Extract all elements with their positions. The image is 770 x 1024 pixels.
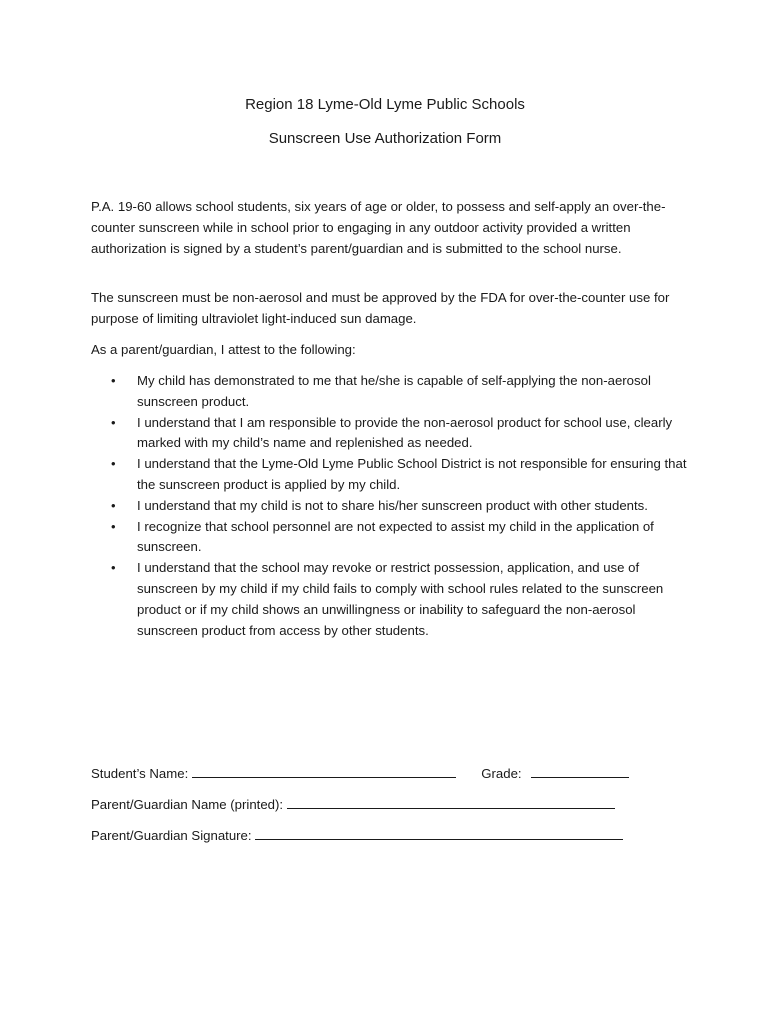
intro-paragraph: P.A. 19-60 allows school students, six years of age or older, to possess and self-apply an over-the-counter sunscreen while in school prior to engaging in any outdoor activity provided a written authorization is signed by a student’s parent/guardian and is submitted to the school nurse.: [91, 199, 666, 256]
list-item: [91, 496, 687, 517]
bullet-icon: •: [111, 518, 116, 534]
org-title: Region 18 Lyme-Old Lyme Public Schools: [245, 96, 525, 113]
grade-label: Grade:: [481, 766, 522, 781]
bullet-icon: •: [111, 497, 116, 513]
guardian-name-field[interactable]: [287, 795, 615, 809]
bullet-icon: •: [111, 373, 116, 388]
list-item: [91, 454, 687, 496]
guardian-signature-row: [91, 826, 623, 845]
attestation-text: I understand that the Lyme-Old Lyme Public School District is not responsible for ensuring that the sunscreen product is applied by my child.: [137, 456, 687, 492]
attestation-text: I understand that the school may revoke or restrict possession, application, and use of sunscreen by my child if my child fails to comply with school rules related to the sunscreen product or if my child shows an unwillingness or inability to safeguard the non-aerosol sunscreen product from access by other students.: [137, 560, 664, 638]
requirement-paragraph: The sunscreen must be non-aerosol and must be approved by the FDA for over-the-counter use for purpose of limiting ultraviolet light-induced sun damage.: [91, 290, 670, 326]
grade-field[interactable]: [531, 764, 629, 778]
list-item: [91, 517, 687, 559]
list-item: [91, 413, 687, 455]
bullet-icon: •: [111, 414, 116, 430]
attestation-list: [91, 371, 687, 641]
bullet-icon: •: [111, 456, 116, 472]
guardian-signature-field[interactable]: [255, 826, 623, 840]
attestation-text: I recognize that school personnel are not expected to assist my child in the application of sunscreen.: [137, 518, 654, 555]
student-name-field[interactable]: [192, 764, 456, 778]
guardian-name-label: Parent/Guardian Name (printed):: [91, 797, 284, 812]
bullet-icon: •: [111, 560, 116, 576]
guardian-name-row: [91, 795, 615, 814]
student-name-label: Student’s Name:: [91, 766, 189, 781]
form-title: Sunscreen Use Authorization Form: [268, 130, 502, 147]
list-item: [91, 371, 687, 413]
guardian-signature-label: Parent/Guardian Signature:: [91, 828, 252, 843]
attestation-text: My child has demonstrated to me that he/she is capable of self-applying the non-aerosol sunscreen product.: [137, 373, 651, 409]
attest-lead: As a parent/guardian, I attest to the following:: [91, 342, 356, 357]
student-name-row: [91, 764, 629, 783]
attestation-text: I understand that my child is not to share his/her sunscreen product with other students.: [137, 497, 648, 513]
list-item: [91, 558, 687, 641]
attestation-text: I understand that I am responsible to provide the non-aerosol product for school use, clearly marked with my child’s name and replenished as needed.: [137, 414, 673, 451]
